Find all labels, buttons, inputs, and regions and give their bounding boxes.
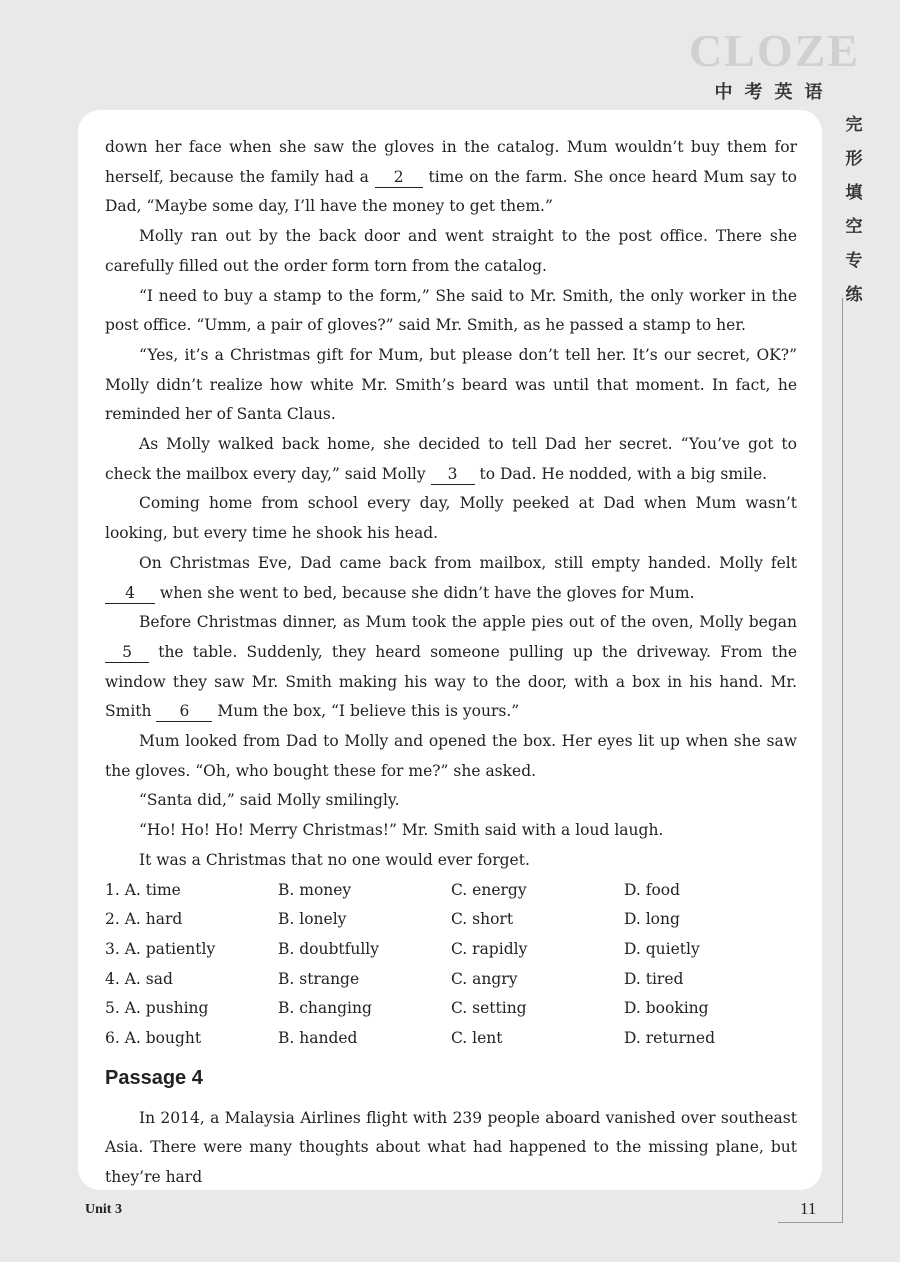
option-item: C. angry: [451, 969, 518, 988]
paragraph: [105, 786, 797, 816]
passage-3-text: [105, 133, 797, 876]
passage-4-title: Passage 4: [105, 1066, 203, 1089]
paragraph: [105, 489, 797, 548]
text-run: the table. Suddenly, they heard someone pulling up the driveway. From the window they saw Mr. Smith making his way to the door, with a box in his hand. Mr. Smith: [105, 642, 797, 721]
option-row: [105, 935, 797, 965]
text-run: “Ho! Ho! Ho! Merry Christmas!” Mr. Smith said with a loud laugh.: [139, 821, 664, 840]
paragraph: [105, 341, 797, 430]
text-run: Mum looked from Dad to Molly and opened the box. Her eyes lit up when she saw the gloves. “Oh, who bought these for me?” she asked.: [105, 732, 797, 780]
text-run: On Christmas Eve, Dad came back from mailbox, still empty handed. Molly felt: [139, 553, 797, 572]
option-row: [105, 965, 797, 995]
option-item: B. money: [278, 880, 352, 899]
side-title-char: 完: [845, 115, 863, 135]
blank-2: 2: [375, 167, 423, 188]
brand-header: [688, 25, 860, 104]
paragraph: [105, 222, 797, 281]
page-number-rule: [778, 1222, 842, 1223]
option-item: C. setting: [451, 999, 527, 1018]
text-run: down her face when she saw the gloves in the catalog. Mum wouldn’t buy them for herself, because the family had a: [105, 138, 797, 186]
paragraph: [105, 549, 797, 608]
option-item: 5. A. pushing: [105, 999, 209, 1018]
side-title-char: 空: [845, 217, 863, 237]
paragraph: [105, 816, 797, 846]
option-item: B. handed: [278, 1029, 358, 1048]
side-title-char: 填: [845, 183, 863, 203]
text-run: Molly ran out by the back door and went straight to the post office. There she carefully filled out the order form torn from the catalog.: [105, 227, 797, 275]
paragraph: [105, 846, 797, 876]
side-title-char: 练: [845, 285, 863, 305]
text-run: As Molly walked back home, she decided to tell Dad her secret. “You’ve got to check the mailbox every day,” said Molly: [105, 435, 797, 483]
text-run: “I need to buy a stamp to the form,” She said to Mr. Smith, the only worker in the post office. “Umm, a pair of gloves?” said Mr. Smith, as he passed a stamp to her.: [105, 286, 797, 335]
option-item: B. changing: [278, 999, 372, 1018]
option-item: 4. A. sad: [105, 969, 173, 988]
blank-6: 6: [156, 701, 212, 722]
paragraph: [105, 282, 797, 341]
option-row: [105, 1024, 797, 1054]
option-item: D. returned: [624, 1029, 716, 1048]
side-rule: [842, 298, 843, 1223]
option-item: 6. A. bought: [105, 1029, 202, 1048]
text-run: time on the farm. She once heard Mum say to Dad, “Maybe some day, I’ll have the money to get them.”: [105, 167, 797, 216]
text-run: “Santa did,” said Molly smilingly.: [139, 791, 400, 810]
text-run: Mum the box, “I believe this is yours.”: [212, 702, 520, 721]
text-run: “Yes, it’s a Christmas gift for Mum, but please don’t tell her. It’s our secret, OK?” Molly didn’t realize how white Mr. Smith’s beard was until that moment. In fact, he reminded her of Santa Claus.: [105, 345, 797, 424]
paragraph: [105, 608, 797, 727]
option-item: D. tired: [624, 969, 684, 988]
page-content: [105, 133, 797, 1193]
paragraph: [105, 133, 797, 222]
text-run: Before Christmas dinner, as Mum took the apple pies out of the oven, Molly began: [139, 613, 797, 632]
paragraph: [105, 430, 797, 489]
option-item: B. doubtfully: [278, 939, 380, 958]
option-item: D. booking: [624, 999, 709, 1018]
option-row: [105, 876, 797, 906]
option-row: [105, 994, 797, 1024]
option-item: C. energy: [451, 880, 527, 899]
side-title: [842, 108, 866, 312]
blank-4: 4: [105, 583, 155, 604]
text-run: It was a Christmas that no one would ever forget.: [139, 850, 530, 869]
page-number: 11: [800, 1199, 817, 1218]
brand-word: CLOZE: [688, 25, 860, 76]
text-run: to Dad. He nodded, with a big smile.: [474, 464, 768, 483]
option-item: D. long: [624, 910, 680, 929]
blank-5: 5: [105, 642, 149, 663]
option-item: B. lonely: [278, 910, 347, 929]
option-item: 2. A. hard: [105, 910, 183, 929]
option-item: B. strange: [278, 969, 360, 988]
side-title-char: 形: [845, 149, 863, 169]
option-row: [105, 905, 797, 935]
passage-4-text: In 2014, a Malaysia Airlines flight with 239 people aboard vanished over southeast Asia. There were many thoughts about what had happened to the missing plane, but they’re hard: [105, 1108, 797, 1187]
option-item: C. rapidly: [451, 939, 528, 958]
text-run: Coming home from school every day, Molly peeked at Dad when Mum wasn’t looking, but every time he shook his head.: [105, 494, 797, 543]
blank-3: 3: [431, 464, 475, 485]
unit-label: Unit 3: [85, 1202, 122, 1217]
text-run: when she went to bed, because she didn’t have the gloves for Mum.: [155, 583, 695, 602]
option-item: 3. A. patiently: [105, 939, 216, 958]
brand-subtitle: 中考英语: [714, 82, 835, 103]
side-title-char: 专: [845, 251, 863, 271]
option-item: C. lent: [451, 1029, 503, 1048]
option-item: D. food: [624, 880, 681, 899]
option-item: D. quietly: [624, 939, 700, 958]
option-item: 1. A. time: [105, 880, 181, 899]
option-item: C. short: [451, 910, 514, 929]
paragraph: [105, 727, 797, 786]
answer-options: [105, 876, 797, 1054]
